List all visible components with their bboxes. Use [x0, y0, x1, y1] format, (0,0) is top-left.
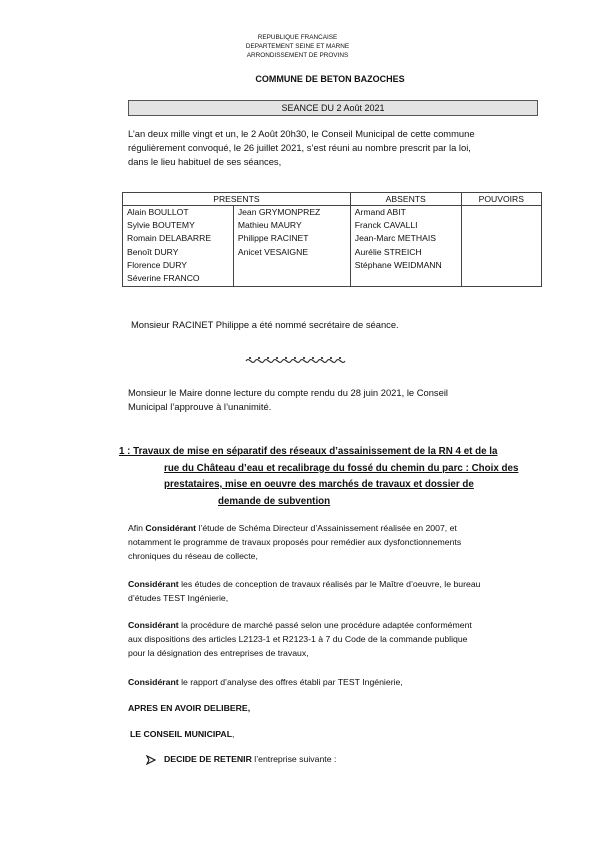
member-name: Alain BOULLOT: [127, 207, 189, 217]
header-republic: REPUBLIQUE FRANCAISE: [257, 34, 338, 41]
considerant-4: [128, 675, 548, 689]
considerant-text: les études de conception de travaux réalisés par le Maître d’oeuvre, le bureau: [178, 579, 481, 589]
member-name: Jean-Marc METHAIS: [354, 233, 436, 244]
member-name: Armand ABIT: [354, 207, 406, 217]
considerant-text: d’études TEST Ingénierie,: [128, 593, 229, 603]
considerant-text: pour la désignation des entreprises de travaux,: [128, 648, 309, 658]
commune-title: COMMUNE DE BETON BAZOCHES: [255, 74, 405, 84]
secretary-line: Monsieur RACINET Philippe a été nommé secrétaire de séance.: [131, 319, 399, 330]
prefix-text: Afin: [128, 523, 146, 533]
member-name: Jean GRYMONPREZ: [237, 207, 321, 217]
minutes-line: Monsieur le Maire donne lecture du compte rendu du 28 juin 2021, le Conseil: [128, 387, 448, 398]
pouvoirs-header: POUVOIRS: [461, 193, 541, 206]
considerant-text: chroniques du réseau de collecte,: [128, 551, 258, 561]
considerant-text: notamment le programme de travaux proposés pour remédier aux dysfonctionnements: [128, 537, 462, 547]
header-departement: DEPARTEMENT SEINE ET MARNE: [245, 43, 350, 50]
considerant-2: [128, 577, 548, 605]
intro-line: L’an deux mille vingt et un, le 2 Août 20h30, le Conseil Municipal de cette commune: [128, 128, 475, 139]
attendance-table: [122, 192, 542, 287]
member-name: Romain DELABARRE: [127, 233, 212, 244]
considerant-keyword: Considérant: [128, 677, 179, 687]
absents-column: [350, 206, 461, 287]
member-name: Benoît DURY: [127, 246, 179, 257]
seance-banner: SEANCE DU 2 Août 2021: [128, 100, 538, 116]
considerant-keyword: Considérant: [128, 579, 179, 589]
conseil-suffix: ,: [232, 729, 235, 739]
presents-column-2: [233, 206, 350, 287]
considerant-text: aux dispositions des articles L2123-1 et R2123-1 à 7 du Code de la commande publique: [128, 634, 468, 644]
intro-paragraph: [128, 127, 475, 169]
considerant-text: l’étude de Schéma Directeur d’Assainissement réalisée en 2007, et: [196, 523, 457, 533]
pouvoirs-column: [461, 206, 541, 287]
member-name: Stéphane WEIDMANN: [354, 259, 442, 270]
considerant-keyword: Considérant: [145, 523, 197, 533]
decision-line: [164, 752, 584, 766]
decision-text: l’entreprise suivante :: [251, 754, 337, 764]
presents-column-1: [123, 206, 234, 287]
minutes-line: Municipal l’approuve à l’unanimité.: [128, 401, 272, 412]
arrow-bullet-icon: [146, 755, 156, 765]
member-name: Sylvie BOUTEMY: [127, 220, 195, 231]
considerant-text: le rapport d’analyse des offres établi par TEST Ingénierie,: [178, 677, 403, 687]
conseil-label: LE CONSEIL MUNICIPAL: [130, 729, 233, 739]
conseil-municipal-line: [130, 727, 550, 741]
considerant-keyword: Considérant: [128, 620, 179, 630]
agenda-title-line: rue du Château d’eau et recalibrage du fossé du chemin du parc : Choix des: [164, 462, 519, 474]
agenda-title-line: prestataires, mise en oeuvre des marchés de travaux et dossier de: [164, 479, 474, 490]
agenda-title-line: demande de subvention: [218, 495, 331, 507]
decorative-separator-icon: [244, 355, 350, 367]
decision-keyword: DECIDE DE RETENIR: [164, 754, 252, 764]
member-name: Anicet VESAIGNE: [237, 246, 309, 257]
agenda-title-line: 1 : Travaux de mise en séparatif des réseaux d’assainissement de la RN 4 et de la: [119, 446, 498, 457]
intro-line: dans le lieu habituel de ses séances,: [128, 156, 282, 167]
considerant-1: [128, 521, 548, 563]
apres-deliberation: APRES EN AVOIR DELIBERE,: [128, 703, 251, 713]
considerant-3: [128, 618, 548, 660]
member-name: Aurélie STREICH: [354, 246, 422, 257]
member-name: Mathieu MAURY: [237, 220, 302, 231]
member-name: Séverine FRANCO: [127, 273, 200, 284]
member-name: Philippe RACINET: [237, 233, 309, 244]
absents-header: ABSENTS: [350, 193, 461, 206]
minutes-paragraph: [128, 386, 448, 414]
presents-header: PRESENTS: [123, 193, 351, 206]
member-name: Florence DURY: [127, 259, 188, 270]
considerant-text: la procédure de marché passé selon une procédure adaptée conformément: [178, 620, 472, 630]
member-name: Franck CAVALLI: [354, 220, 418, 231]
intro-line: régulièrement convoqué, le 26 juillet 2021, s’est réuni au nombre prescrit par la loi,: [128, 142, 471, 153]
agenda-item-1-title: [119, 444, 559, 510]
header-arrondissement: ARRONDISSEMENT DE PROVINS: [246, 52, 349, 59]
